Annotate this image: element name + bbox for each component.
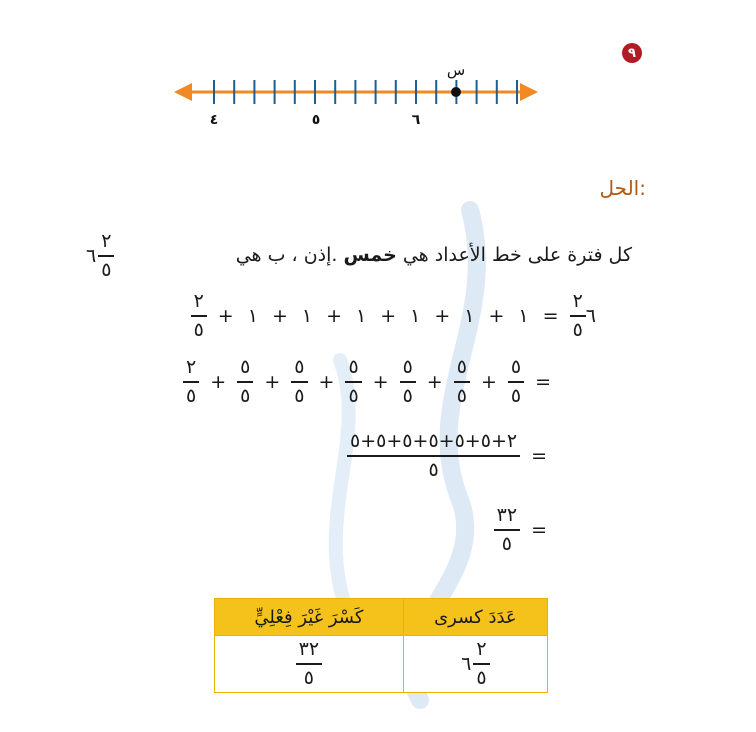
fraction-numerator: ٢ [476, 638, 487, 660]
line3-fraction [347, 432, 520, 480]
header-improper-fraction: كَسْرَ غَيْرَ فِعْلِيٍّ [215, 599, 404, 636]
mixed-fraction [98, 232, 114, 280]
line1-lhs-whole: ٦ [585, 305, 596, 327]
point-label: س [446, 61, 466, 79]
plus-sign: + [380, 305, 397, 327]
one-term: ١ [301, 305, 313, 327]
fraction-denominator: ٥ [240, 385, 251, 407]
fraction-denominator: ٥ [303, 667, 314, 689]
mixed-whole: ٦ [86, 245, 97, 267]
cell-mixed-number [403, 636, 547, 693]
line1-lhs-fraction [570, 292, 586, 340]
fraction-numerator: ٥ [456, 356, 467, 378]
mixed-fraction [473, 640, 489, 688]
line2-fraction [183, 358, 199, 406]
answer-table [214, 598, 548, 693]
plus-sign: + [210, 371, 227, 393]
tick-label-6: ٦ [411, 112, 421, 128]
mixed-whole: ٦ [461, 653, 472, 675]
fraction-denominator: ٥ [186, 385, 197, 407]
fraction-numerator: ٥ [510, 356, 522, 378]
point-s [451, 87, 461, 97]
fraction-numerator: ٢ [193, 290, 204, 312]
one-term: ١ [356, 305, 367, 327]
fraction-numerator: ٢ [101, 230, 112, 252]
plus-sign: + [264, 371, 281, 393]
line2-fraction [454, 358, 470, 406]
equals-sign: = [542, 305, 559, 327]
plus-sign: + [318, 371, 335, 393]
fraction-denominator: ٥ [476, 667, 487, 689]
equation-line-4 [486, 506, 550, 554]
plus-sign: + [271, 305, 288, 327]
line1-lhs [570, 292, 598, 340]
statement [86, 232, 632, 288]
fraction-numerator: ٥ [348, 356, 359, 378]
mixed-number [461, 640, 489, 688]
cell-improper-fraction [215, 636, 404, 693]
fraction-numerator: ٢+٥+٥+٥+٥+٥+٥ [350, 430, 518, 452]
tick-label-5: ٥ [311, 112, 321, 128]
line2-fraction [508, 358, 524, 406]
solution-label: الحل: [599, 176, 646, 200]
table-header-row [215, 599, 548, 636]
plus-sign: + [326, 305, 342, 327]
header-mixed-number: عَدَدَ كسرى [403, 599, 547, 636]
equals-sign: = [531, 519, 547, 541]
fraction-denominator: ٥ [402, 385, 413, 407]
one-term: ١ [247, 305, 258, 327]
plus-sign: + [480, 371, 497, 393]
equation-line-3 [318, 432, 550, 480]
equation-line-1 [193, 290, 598, 341]
fraction-denominator: ٥ [456, 385, 467, 407]
line2-fraction [400, 358, 416, 406]
fraction-denominator: ٥ [101, 259, 112, 281]
fraction-numerator: ٢ [186, 356, 197, 378]
statement-bold: خمس [343, 244, 397, 266]
equals-sign: = [531, 445, 547, 467]
exercise-number-badge: ٩ [622, 43, 642, 63]
improper-fraction [296, 640, 322, 688]
plus-sign: + [217, 305, 234, 327]
fraction-denominator: ٥ [501, 533, 512, 555]
line1-tail-fraction [191, 292, 207, 340]
one-term: ١ [464, 305, 475, 327]
left-arrow-icon [174, 83, 192, 101]
fraction-denominator: ٥ [294, 385, 305, 407]
statement-before: كل فترة على خط الأعداد هي [402, 244, 632, 266]
equation-line-2 [186, 356, 554, 407]
line2-fraction [291, 358, 307, 406]
right-arrow-icon [520, 83, 538, 101]
line4-fraction [494, 506, 520, 554]
fraction-numerator: ٥ [240, 356, 251, 378]
fraction-denominator: ٥ [572, 319, 583, 341]
statement-mixed-number [86, 232, 114, 280]
fraction-numerator: ٣٢ [298, 638, 320, 660]
number-line [170, 58, 550, 138]
fraction-denominator: ٥ [348, 385, 359, 407]
fraction-denominator: ٥ [428, 459, 439, 481]
line2-fraction [345, 358, 361, 406]
table-row [215, 636, 548, 693]
tick-label-4: ٤ [209, 112, 219, 128]
fraction-denominator: ٥ [510, 385, 522, 407]
equals-sign: = [535, 371, 551, 393]
fraction-numerator: ٣٢ [496, 504, 518, 526]
plus-sign: + [372, 371, 389, 393]
fraction-numerator: ٢ [572, 290, 583, 312]
one-term: ١ [518, 305, 529, 327]
line2-fraction [237, 358, 253, 406]
plus-sign: + [426, 371, 443, 393]
plus-sign: + [434, 305, 451, 327]
statement-after: .إذن ، ب هي [235, 244, 338, 266]
one-term: ١ [410, 305, 421, 327]
statement-text [236, 244, 632, 266]
fraction-numerator: ٥ [294, 356, 305, 378]
fraction-numerator: ٥ [402, 356, 413, 378]
plus-sign: + [488, 305, 505, 327]
fraction-denominator: ٥ [193, 319, 204, 341]
